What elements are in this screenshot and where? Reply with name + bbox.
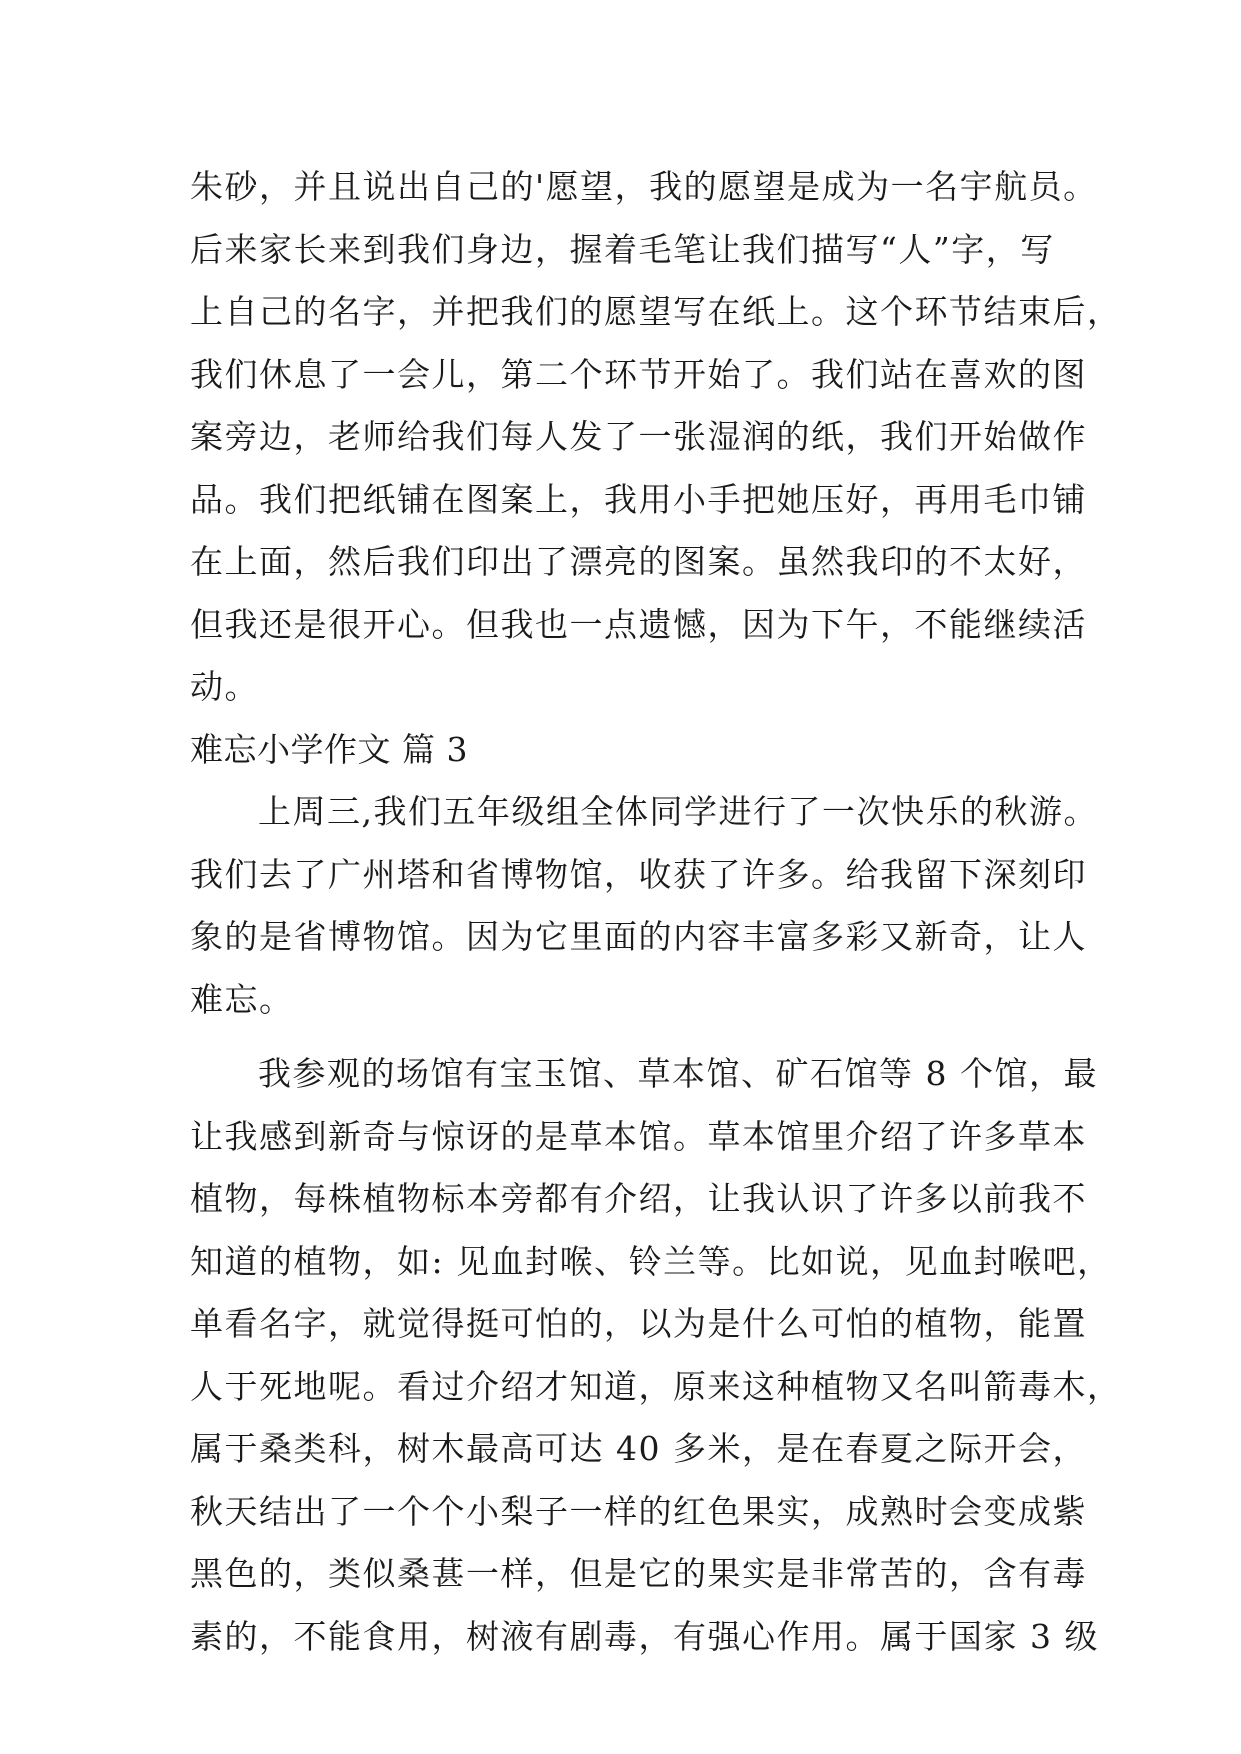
text-line: 黑色的，类似桑葚一样，但是它的果实是非常苦的，含有毒 [190,1554,1087,1593]
text-line: 素的，不能食用，树液有剧毒，有强心作用。属于国家 3 级 [190,1616,1099,1656]
text-line: 人于死地呢。看过介绍才知道，原来这种植物又名叫箭毒木， [190,1366,1122,1406]
text-line: 单看名字，就觉得挺可怕的，以为是什么可怕的植物，能置 [190,1304,1087,1343]
text-line: 象的是省博物馆。因为它里面的内容丰富多彩又新奇，让人 [190,917,1087,956]
paragraph-2 [190,1043,1122,1668]
text-line: 朱砂，并且说出自己的'愿望，我的愿望是成为一名宇航员。 [190,167,1098,206]
text-line: 我们休息了一会儿，第二个环节开始了。我们站在喜欢的图 [190,354,1087,394]
text-line: 我们去了广州塔和省博物馆，收获了许多。给我留下深刻印 [190,854,1087,894]
text-line: 但我还是很开心。但我也一点遗憾，因为下午，不能继续活 [190,604,1087,644]
text-line: 植物，每株植物标本旁都有介绍，让我认识了许多以前我不 [190,1179,1087,1218]
text-line: 案旁边，老师给我们每人发了一张湿润的纸，我们开始做作 [190,417,1087,456]
text-line: 后来家长来到我们身边，握着毛笔让我们描写“人”字，写 [190,229,1055,269]
text-line: 品。我们把纸铺在图案上，我用小手把她压好，再用毛巾铺 [190,479,1087,519]
text-line: 我参观的场馆有宝玉馆、草本馆、矿石馆等 8 个馆，最 [258,1054,1098,1093]
text-line: 让我感到新奇与惊讶的是草本馆。草本馆里介绍了许多草本 [190,1116,1087,1156]
document-body [190,156,1122,1668]
section-heading: 难忘小学作文 篇 3 [190,729,468,769]
text-line: 上自己的名字，并把我们的愿望写在纸上。这个环节结束后， [190,292,1122,331]
text-line: 在上面，然后我们印出了漂亮的图案。虽然我印的不太好， [190,542,1087,581]
paragraph-continuation [190,156,1122,719]
text-line: 属于桑类科，树木最高可达 40 多米，是在春夏之际开会， [190,1429,1087,1468]
text-line: 上周三,我们五年级组全体同学进行了一次快乐的秋游。 [258,792,1098,831]
text-line: 动。 [190,667,259,706]
text-line: 秋天结出了一个个小梨子一样的红色果实，成熟时会变成紫 [190,1491,1087,1531]
paragraph-1 [190,781,1098,1031]
text-line: 知道的植物，如: 见血封喉、铃兰等。比如说，见血封喉吧， [190,1241,1112,1281]
text-line: 难忘。 [190,979,294,1019]
